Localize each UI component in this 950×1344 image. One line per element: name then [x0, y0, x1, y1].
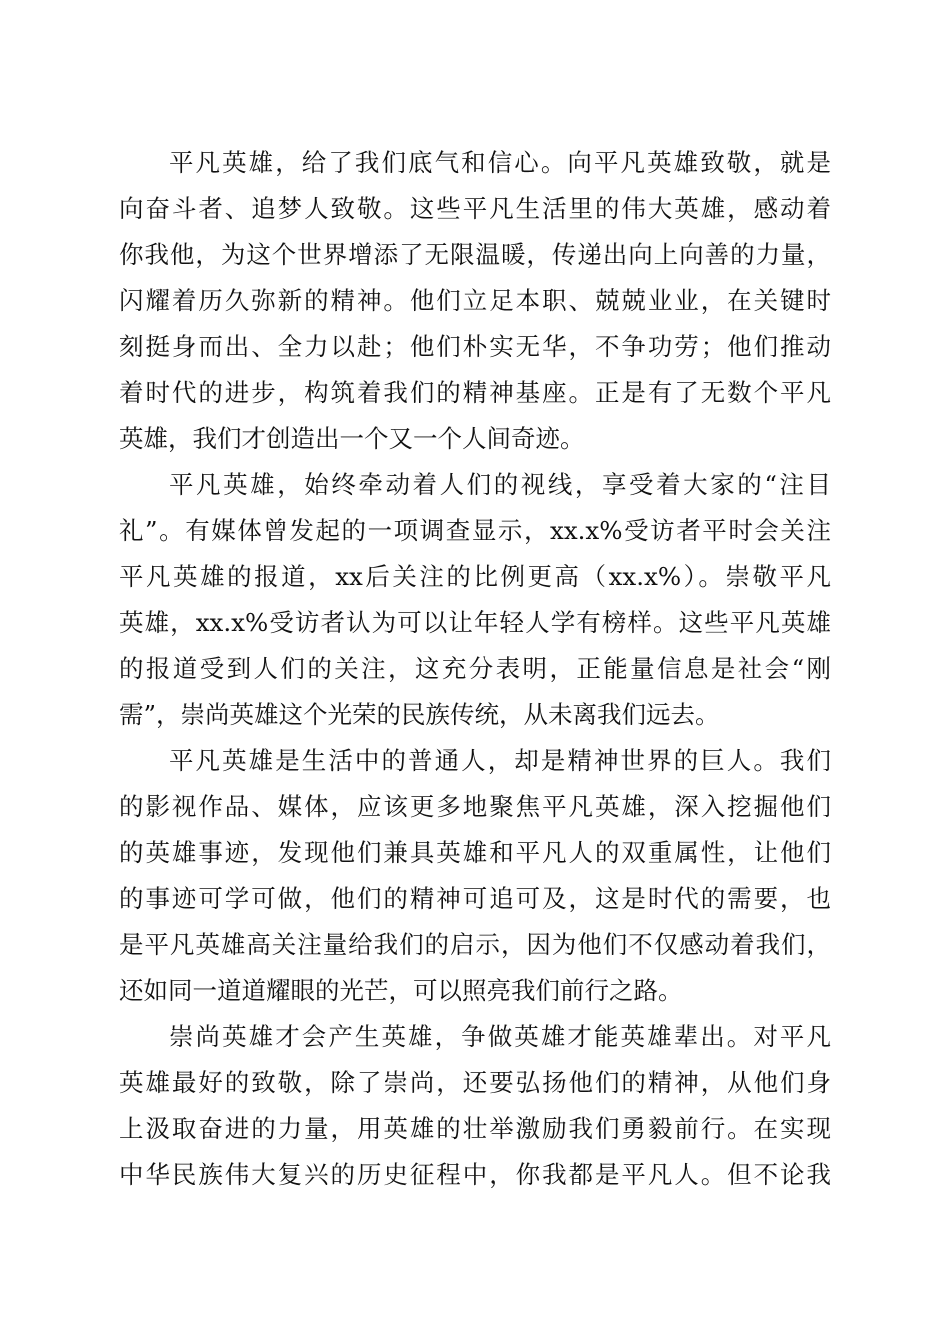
text-line: 平凡英雄，给了我们底气和信心。向平凡英雄致敬，就是 — [169, 148, 831, 177]
paragraph-4 — [119, 1014, 831, 1198]
text-line: 着时代的进步，构筑着我们的精神基座。正是有了无数个平凡 — [119, 378, 831, 407]
text-line: 中华民族伟大复兴的历史征程中，你我都是平凡人。但不论我 — [119, 1160, 831, 1189]
text-line: 你我他，为这个世界增添了无限温暖，传递出向上向善的力量， — [119, 240, 831, 269]
text-line: 的英雄事迹，发现他们兼具英雄和平凡人的双重属性，让他们 — [119, 838, 831, 867]
text-line: 礼”。有媒体曾发起的一项调查显示，xx.x%受访者平时会关注 — [119, 516, 831, 545]
text-line: 需”，崇尚英雄这个光荣的民族传统，从未离我们远去。 — [119, 700, 720, 729]
text-line: 是平凡英雄高关注量给我们的启示，因为他们不仅感动着我们， — [119, 930, 831, 959]
text-line: 平凡英雄的报道，xx后关注的比例更高（xx.x%）。崇敬平凡 — [119, 562, 831, 591]
text-line: 英雄，我们才创造出一个又一个人间奇迹。 — [119, 424, 585, 453]
text-line: 平凡英雄，始终牵动着人们的视线，享受着大家的“注目 — [169, 470, 831, 499]
text-line: 崇尚英雄才会产生英雄，争做英雄才能英雄辈出。对平凡 — [169, 1022, 831, 1051]
text-line: 的报道受到人们的关注，这充分表明，正能量信息是社会“刚 — [119, 654, 831, 683]
text-line: 还如同一道道耀眼的光芒，可以照亮我们前行之路。 — [119, 976, 683, 1005]
paragraph-1 — [119, 140, 831, 462]
text-line: 的事迹可学可做，他们的精神可追可及，这是时代的需要，也 — [119, 884, 831, 913]
text-line: 英雄，xx.x%受访者认为可以让年轻人学有榜样。这些平凡英雄 — [119, 608, 831, 637]
text-line: 闪耀着历久弥新的精神。他们立足本职、兢兢业业，在关键时 — [119, 286, 831, 315]
document-body — [119, 140, 831, 1198]
text-line: 英雄最好的致敬，除了崇尚，还要弘扬他们的精神，从他们身 — [119, 1068, 831, 1097]
paragraph-2 — [119, 462, 831, 738]
text-line: 平凡英雄是生活中的普通人，却是精神世界的巨人。我们 — [169, 746, 831, 775]
text-line: 的影视作品、媒体，应该更多地聚焦平凡英雄，深入挖掘他们 — [119, 792, 831, 821]
text-line: 向奋斗者、追梦人致敬。这些平凡生活里的伟大英雄，感动着 — [119, 194, 831, 223]
text-line: 上汲取奋进的力量，用英雄的壮举激励我们勇毅前行。在实现 — [119, 1114, 831, 1143]
text-line: 刻挺身而出、全力以赴；他们朴实无华，不争功劳；他们推动 — [119, 332, 831, 361]
paragraph-3 — [119, 738, 831, 1014]
